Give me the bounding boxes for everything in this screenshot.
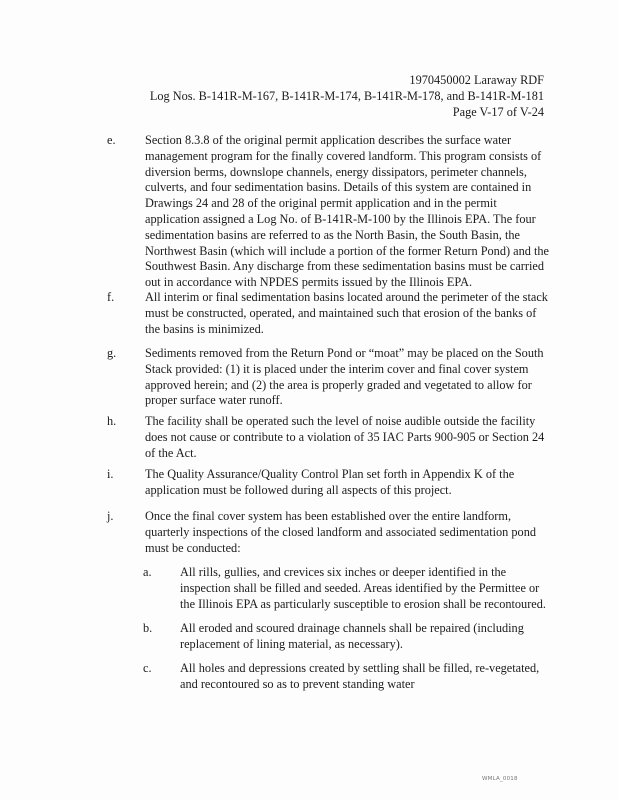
text-line: of the Act.: [145, 445, 197, 460]
item-letter: e.: [107, 133, 116, 147]
item-text: [145, 290, 548, 337]
item-text: [145, 346, 545, 409]
text-line: does not cause or contribute to a violation of 35 IAC Parts 900-905 or Section 24: [145, 429, 545, 444]
text-line: Once the final cover system has been established over the entire landform,: [145, 509, 512, 523]
text-line: quarterly inspections of the closed landform and associated sedimentation pond: [145, 524, 537, 539]
text-line: inspection shall be filled and seeded. Areas identified by the Permittee or: [180, 580, 540, 595]
text-line: application assigned a Log No. of B-141R-M-100 by the Illinois EPA. The four: [145, 211, 536, 226]
text-line: out in accordance with NPDES permits issued by the Illinois EPA.: [145, 275, 473, 290]
text-line: the Illinois EPA as particularly susceptible to erosion shall be recontoured.: [180, 596, 546, 611]
text-line: approved herein; and (2) the area is properly graded and vegetated to allow for: [145, 377, 532, 392]
text-line: All rills, gullies, and crevices six inches or deeper identified in the: [180, 565, 507, 579]
text-line: Sediments removed from the Return Pond or “moat” may be placed on the South: [145, 346, 544, 360]
text-line: the basins is minimized.: [145, 321, 264, 336]
text-line: management program for the finally covered landform. This program consists of: [145, 148, 542, 163]
item-text: [145, 509, 545, 556]
text-line: All eroded and scoured drainage channels shall be repaired (including: [180, 621, 524, 635]
subitem-text: [180, 621, 560, 653]
text-line: Section 8.3.8 of the original permit application describes the surface water: [145, 133, 512, 147]
item-text: [145, 133, 550, 291]
text-line: replacement of lining material, as necessary).: [180, 636, 403, 651]
text-line: Northwest Basin (which will include a portion of the former Return Pond) and the: [145, 243, 550, 258]
item-text: [145, 467, 545, 499]
text-line: and recontoured so as to prevent standing water: [180, 676, 415, 691]
text-line: Southwest Basin. Any discharge from these sedimentation basins must be carried: [145, 259, 545, 274]
subitem-text: [180, 565, 560, 612]
text-line: The facility shall be operated such the level of noise audible outside the facility: [145, 414, 536, 428]
text-line: must be constructed, operated, and maintained such that erosion of the banks of: [145, 305, 537, 320]
header-log-numbers: Log Nos. B-141R-M-167, B-141R-M-174, B-141R-M-178, and B-141R-M-181: [149, 89, 544, 103]
text-line: must be conducted:: [145, 540, 241, 555]
item-letter: g.: [107, 346, 117, 360]
text-line: Drawings 24 and 28 of the original permit application and in the permit: [145, 196, 497, 211]
item-letter: i.: [107, 467, 114, 481]
item-letter: f.: [107, 290, 115, 304]
text-line: application must be followed during all aspects of this project.: [145, 482, 452, 497]
text-line: culverts, and four sedimentation basins. Details of this system are contained in: [145, 180, 532, 195]
text-line: proper surface water runoff.: [145, 393, 283, 408]
page-header: [150, 72, 544, 120]
subitem-letter: c.: [143, 661, 152, 675]
subitem-letter: a.: [143, 565, 152, 579]
item-text: [145, 414, 545, 461]
subitem-letter: b.: [143, 621, 153, 635]
header-id-line: 1970450002 Laraway RDF: [409, 73, 544, 87]
text-line: sedimentation basins are referred to as the North Basin, the South Basin, the: [145, 227, 520, 242]
item-letter: h.: [107, 414, 117, 428]
text-line: Stack provided: (1) it is placed under the interim cover and final cover system: [145, 361, 529, 376]
text-line: All interim or final sedimentation basins located around the perimeter of the stack: [145, 290, 548, 304]
text-line: All holes and depressions created by settling shall be filled, re-vegetated,: [180, 661, 540, 675]
text-line: diversion berms, downslope channels, energy dissipators, perimeter channels,: [145, 164, 527, 179]
header-page-number: Page V-17 of V-24: [452, 105, 544, 119]
bates-stamp: WMLA_0018: [482, 776, 518, 782]
item-letter: j.: [107, 509, 114, 523]
subitem-text: [180, 661, 560, 693]
text-line: The Quality Assurance/Quality Control Plan set forth in Appendix K of the: [145, 467, 515, 481]
